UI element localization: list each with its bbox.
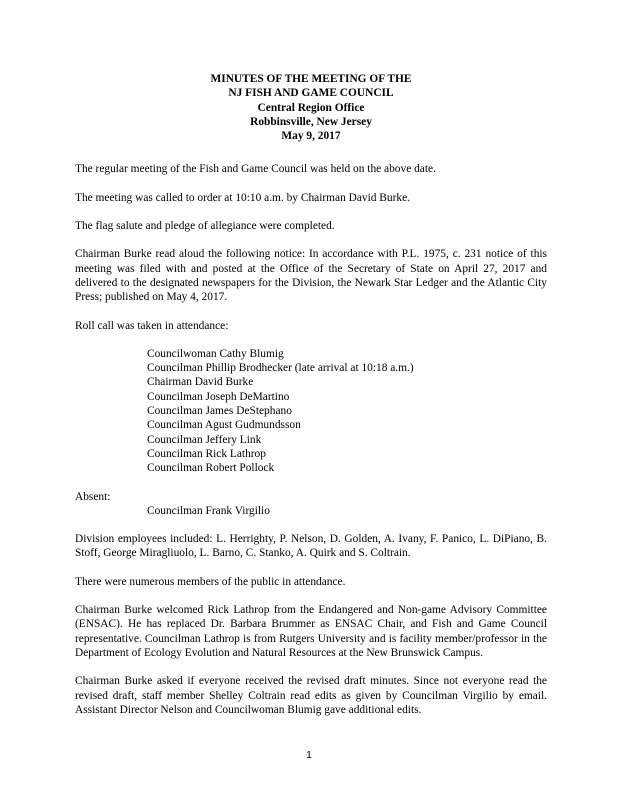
paragraph-flag-salute: The flag salute and pledge of allegiance were completed.	[75, 220, 335, 233]
paragraph-division-employees: Division employees included: L. Herrighty, P. Nelson, D. Golden, A. Ivany, F. Panico, L. DiPiano, B. Stoff, George Miragliuolo, L. Barno, C. Stanko, A. Quirk and S. Coltrain.	[75, 533, 547, 560]
attendance-list	[147, 347, 547, 476]
attendance-item: Councilman Robert Pollock	[147, 462, 275, 475]
absent-list	[147, 504, 547, 518]
paragraph-meeting-held: The regular meeting of the Fish and Game Council was held on the above date.	[75, 163, 436, 176]
attendance-item: Councilman Rick Lathrop	[147, 447, 266, 460]
paragraph-draft-minutes: Chairman Burke asked if everyone received the revised draft minutes. Since not everyone read the revised draft, staff member Shelley Coltrain read edits as given by Councilman Virgilio by email. Assistant Director Nelson and Councilwoman Blumig gave additional edits.	[75, 675, 547, 716]
paragraph-call-to-order: The meeting was called to order at 10:10 a.m. by Chairman David Burke.	[75, 191, 410, 204]
attendance-item: Councilman Agust Gudmundsson	[147, 419, 301, 432]
paragraph-notice: Chairman Burke read aloud the following notice: In accordance with P.L. 1975, c. 231 notice of this meeting was filed with and posted at the Office of the Secretary of State on April 27, 2017 and delivered to the designated newspapers for the Division, the Newark Star Ledger and the Atlantic City Press; published on May 4, 2017.	[75, 248, 547, 304]
page-number: 1	[306, 750, 312, 761]
attendance-item: Councilman Phillip Brodhecker (late arrival at 10:18 a.m.)	[147, 362, 414, 375]
attendance-item: Chairman David Burke	[147, 376, 254, 389]
paragraph-public-attendance: There were numerous members of the public in attendance.	[75, 575, 346, 588]
attendance-item: Councilwoman Cathy Blumig	[147, 347, 284, 360]
attendance-item: Councilman James DeStephano	[147, 405, 292, 418]
document-header	[75, 72, 547, 143]
paragraph-welcome-lathrop: Chairman Burke welcomed Rick Lathrop from the Endangered and Non-game Advisory Committee (ENSAC). He has replaced Dr. Barbara Brummer as ENSAC Chair, and Fish and Game Council representative. Councilman Lathrop is from Rutgers University and is facility member/professor in the Department of Ecology Evolution and Natural Resources at the New Brunswick Campus.	[75, 604, 547, 659]
header-office: Central Region Office	[257, 101, 365, 114]
header-date: May 9, 2017	[281, 130, 341, 143]
header-title: MINUTES OF THE MEETING OF THE	[210, 73, 412, 85]
attendance-item: Councilman Joseph DeMartino	[147, 390, 290, 403]
attendance-item: Councilman Jeffery Link	[147, 433, 262, 446]
header-organization: NJ FISH AND GAME COUNCIL	[228, 87, 394, 100]
header-location: Robbinsville, New Jersey	[250, 115, 372, 128]
absent-label: Absent:	[75, 490, 111, 503]
paragraph-roll-call: Roll call was taken in attendance:	[75, 319, 229, 332]
absent-item: Councilman Frank Virgilio	[147, 504, 270, 517]
document-page	[75, 72, 547, 731]
